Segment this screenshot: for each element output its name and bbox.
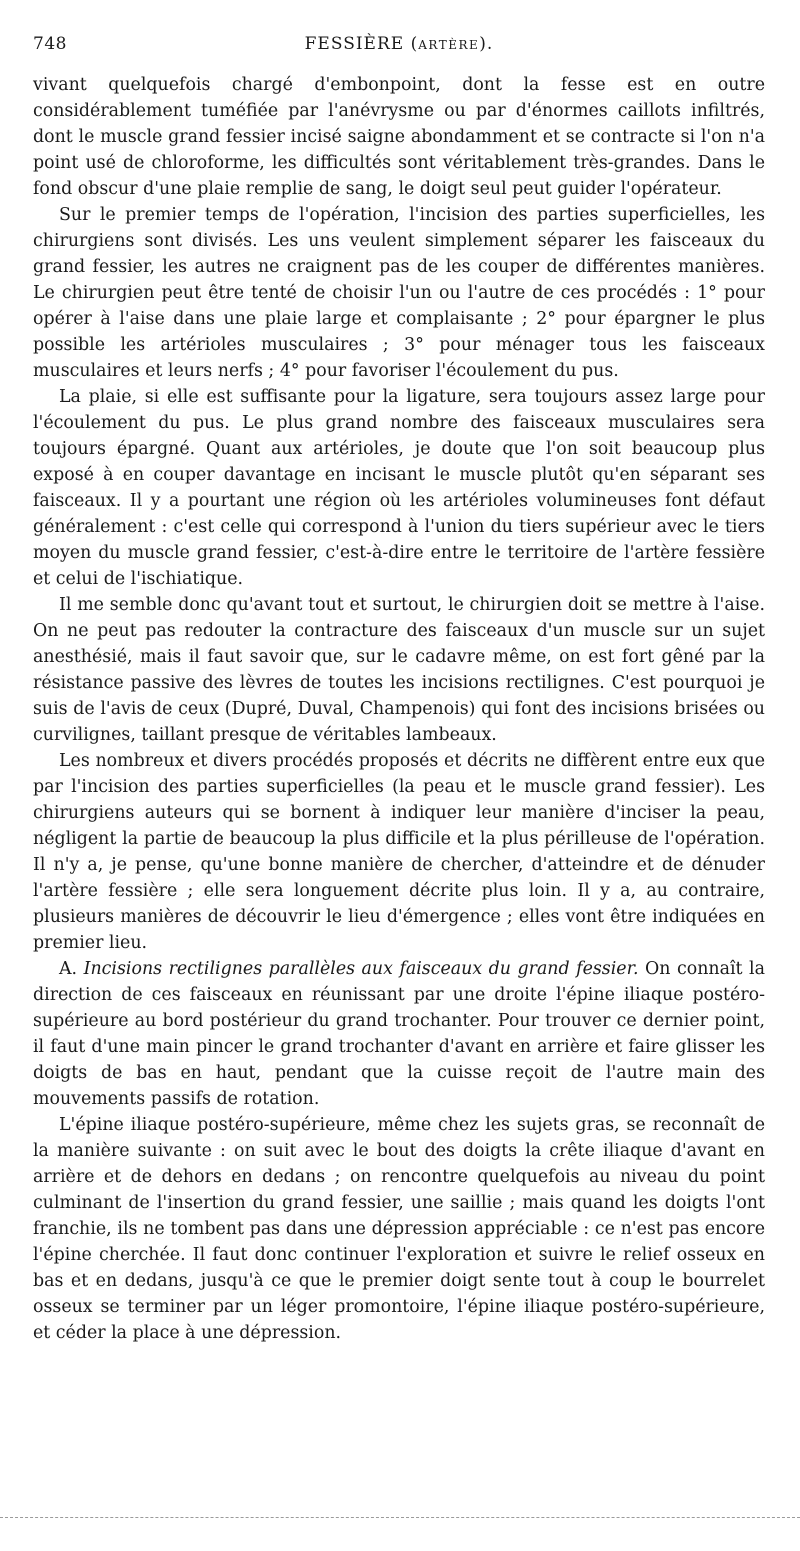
- running-title: FESSIÈRE (ARTÈRE).: [304, 34, 494, 54]
- paragraph: L'épine iliaque postéro-supérieure, même chez les sujets gras, se reconnaît de la manière suivante : on suit avec le bout des doigts la crête iliaque d'avant en arrière et de dehors en dedans ; on rencontre quelquefois au niveau du point culminant de l'insertion du grand fessier, une saillie ; mais quand les doigts l'ont franchie, ils ne tombent pas dans une dépression appréciable : ce n'est pas encore l'épine cherchée. Il faut donc continuer l'exploration et suivre le relief osseux en bas et en dedans, jusqu'à ce que le premier doigt sente tout à coup le bourrelet osseux se terminer par un léger promontoire, l'épine iliaque postéro-supérieure, et céder la place à une dépression.: [33, 1115, 765, 1343]
- bottom-rule: [0, 1517, 800, 1518]
- running-title-subject: ARTÈRE: [418, 38, 480, 52]
- paragraph: Il me semble donc qu'avant tout et surtout, le chirurgien doit se mettre à l'aise. On ne peut pas redouter la contracture des faisceaux d'un muscle sur un sujet anesthésié, mais il faut savoir que, sur le cadavre même, on est fort gêné par la résistance passive des lèvres de toutes les incisions rectilignes. C'est pourquoi je suis de l'avis de ceux (Dupré, Duval, Champenois) qui font des incisions brisées ou curvilignes, taillant presque de véritables lambeaux.: [33, 595, 765, 745]
- paragraph: Sur le premier temps de l'opération, l'incision des parties superficielles, les chirurgiens sont divisés. Les uns veulent simplement séparer les faisceaux du grand fessier, les autres ne craignent pas de les couper de différentes manières. Le chirurgien peut être tenté de choisir l'un ou l'autre de ces procédés : 1° pour opérer à l'aise dans une plaie large et complaisante ; 2° pour épargner le plus possible les artérioles musculaires ; 3° pour ménager tous les faisceaux musculaires et leurs nerfs ; 4° pour favoriser l'écoulement du pus.: [33, 205, 765, 381]
- paragraph: Les nombreux et divers procédés proposés et décrits ne diffèrent entre eux que par l'incision des parties superficielles (la peau et le muscle grand fessier). Les chirurgiens auteurs qui se bornent à indiquer leur manière d'inciser la peau, négligent la partie de beaucoup la plus difficile et la plus périlleuse de l'opération. Il n'y a, je pense, qu'une bonne manière de chercher, d'atteindre et de dénuder l'artère fessière ; elle sera longuement décrite plus loin. Il y a, au contraire, plusieurs manières de découvrir le lieu d'émergence ; elles vont être indiquées en premier lieu.: [33, 751, 765, 953]
- book-page: [33, 30, 765, 1346]
- running-head: [33, 30, 765, 60]
- running-title-main: FESSIÈRE: [304, 34, 405, 54]
- section-text: On connaît la direction de ces faisceaux en réunissant par une droite l'épine iliaque postéro-supérieure au bord postérieur du grand trochanter. Pour trouver ce dernier point, il faut d'une main pincer le grand trochanter d'avant en arrière et faire glisser les doigts de bas en haut, pendant que la cuisse reçoit de l'autre main des mouvements passifs de rotation.: [33, 959, 765, 1109]
- paragraph: La plaie, si elle est suffisante pour la ligature, sera toujours assez large pour l'écoulement du pus. Le plus grand nombre des faisceaux musculaires sera toujours épargné. Quant aux artérioles, je doute que l'on soit beaucoup plus exposé à en couper davantage en incisant le muscle plutôt qu'en séparant ses faisceaux. Il y a pourtant une région où les artérioles volumineuses font défaut généralement : c'est celle qui correspond à l'union du tiers supérieur avec le tiers moyen du muscle grand fessier, c'est-à-dire entre le territoire de l'artère fessière et celui de l'ischiatique.: [33, 387, 765, 589]
- paragraph-section-a: [33, 956, 765, 1112]
- page-number: 748: [33, 34, 67, 54]
- paragraph-continued: vivant quelquefois chargé d'embonpoint, dont la fesse est en outre considérablement tuméfiée par l'anévrysme ou par d'énormes caillots infiltrés, dont le muscle grand fessier incisé saigne abondamment et se contracte si l'on n'a point usé de chloroforme, les difficultés sont véritablement très-grandes. Dans le fond obscur d'une plaie remplie de sang, le doigt seul peut guider l'opérateur.: [33, 75, 765, 199]
- section-heading: Incisions rectilignes parallèles aux faisceaux du grand fessier.: [83, 959, 639, 979]
- body-text: [33, 72, 765, 1346]
- section-letter: A.: [59, 959, 84, 979]
